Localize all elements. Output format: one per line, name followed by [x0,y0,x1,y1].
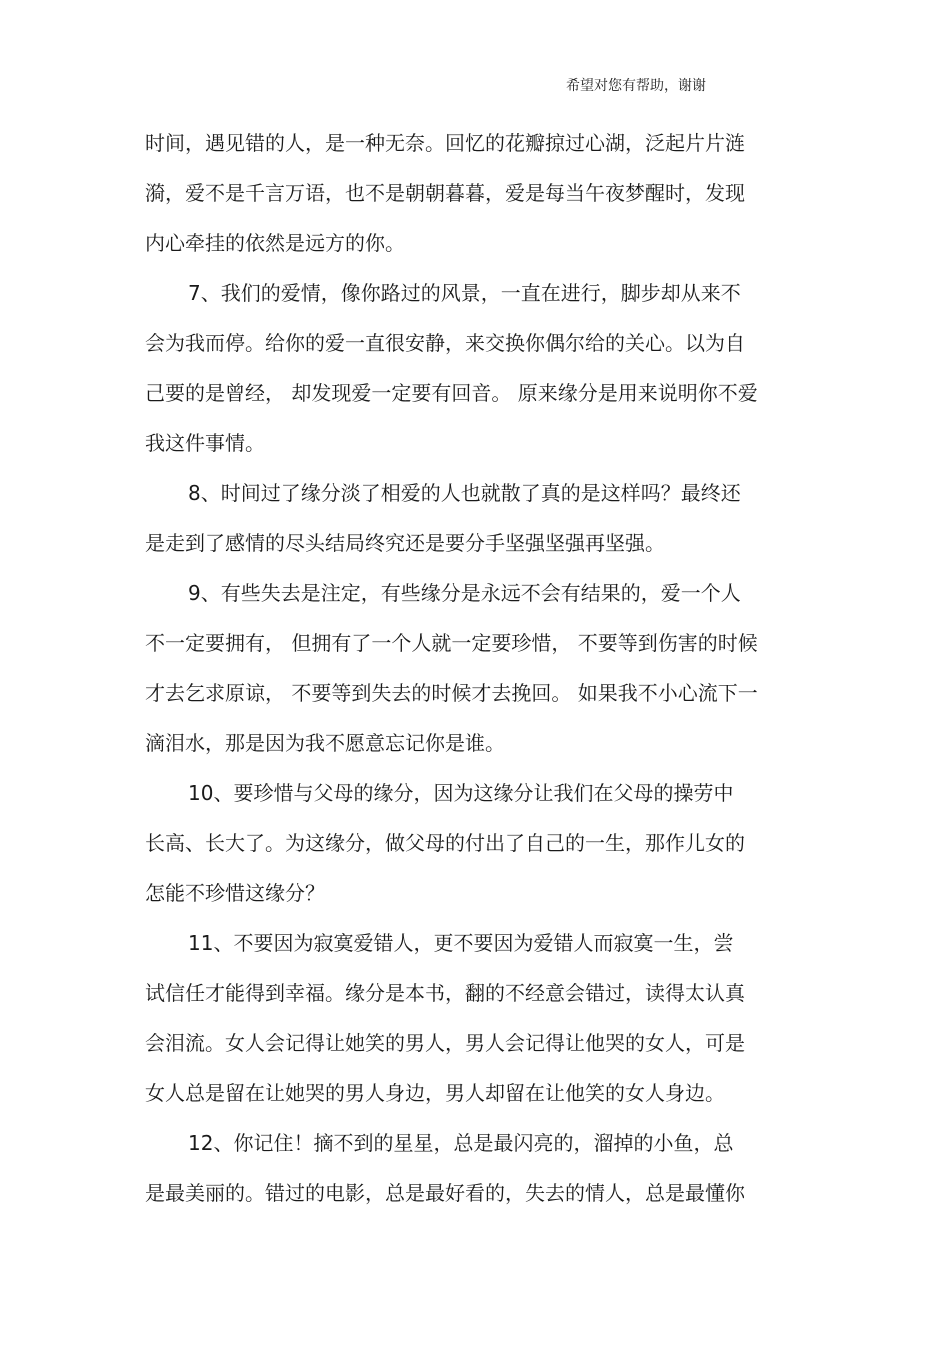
text-line: 女人总是留在让她哭的男人身边，男人却留在让他笑的女人身边。 [145,1081,725,1105]
text-line: 我这件事情。 [145,431,265,455]
text-line: 试信任才能得到幸福。缘分是本书，翻的不经意会错过，读得太认真 [145,981,745,1005]
paragraph-8-start: 8、时间过了缘分淡了相爱的人也就散了真的是这样吗？最终还 [188,481,741,505]
text-line: 内心牵挂的依然是远方的你。 [145,231,405,255]
text-line: 己要的是曾经， 却发现爱一定要有回音。 原来缘分是用来说明你不爱 [145,381,758,405]
text-line: 是最美丽的。错过的电影，总是最好看的，失去的情人，总是最懂你 [145,1181,745,1205]
text-line: 会泪流。女人会记得让她笑的男人，男人会记得让他哭的女人，可是 [145,1031,745,1055]
header-note: 希望对您有帮助，谢谢 [566,78,706,94]
text-line: 不一定要拥有， 但拥有了一个人就一定要珍惜， 不要等到伤害的时候 [145,631,758,655]
text-line: 漪，爱不是千言万语，也不是朝朝暮暮，爱是每当午夜梦醒时，发现 [145,181,745,205]
text-line: 才去乞求原谅， 不要等到失去的时候才去挽回。 如果我不小心流下一 [145,681,758,705]
text-line: 滴泪水，那是因为我不愿意忘记你是谁。 [145,731,505,755]
text-line: 长高、长大了。为这缘分，做父母的付出了自己的一生，那作儿女的 [145,831,745,855]
text-line: 是走到了感情的尽头结局终究还是要分手坚强坚强再坚强。 [145,531,665,555]
paragraph-9-start: 9、有些失去是注定，有些缘分是永远不会有结果的，爱一个人 [188,581,741,605]
paragraph-11-start: 11、不要因为寂寞爱错人，更不要因为爱错人而寂寞一生，尝 [188,931,734,955]
text-line: 会为我而停。给你的爱一直很安静，来交换你偶尔给的关心。以为自 [145,331,745,355]
text-line: 怎能不珍惜这缘分？ [145,881,325,905]
paragraph-10-start: 10、要珍惜与父母的缘分，因为这缘分让我们在父母的操劳中 [188,781,734,805]
text-line: 时间，遇见错的人，是一种无奈。回忆的花瓣掠过心湖，泛起片片涟 [145,131,745,155]
paragraph-12-start: 12、你记住！摘不到的星星，总是最闪亮的，溜掉的小鱼，总 [188,1131,734,1155]
paragraph-7-start: 7、我们的爱情，像你路过的风景，一直在进行，脚步却从来不 [188,281,741,305]
